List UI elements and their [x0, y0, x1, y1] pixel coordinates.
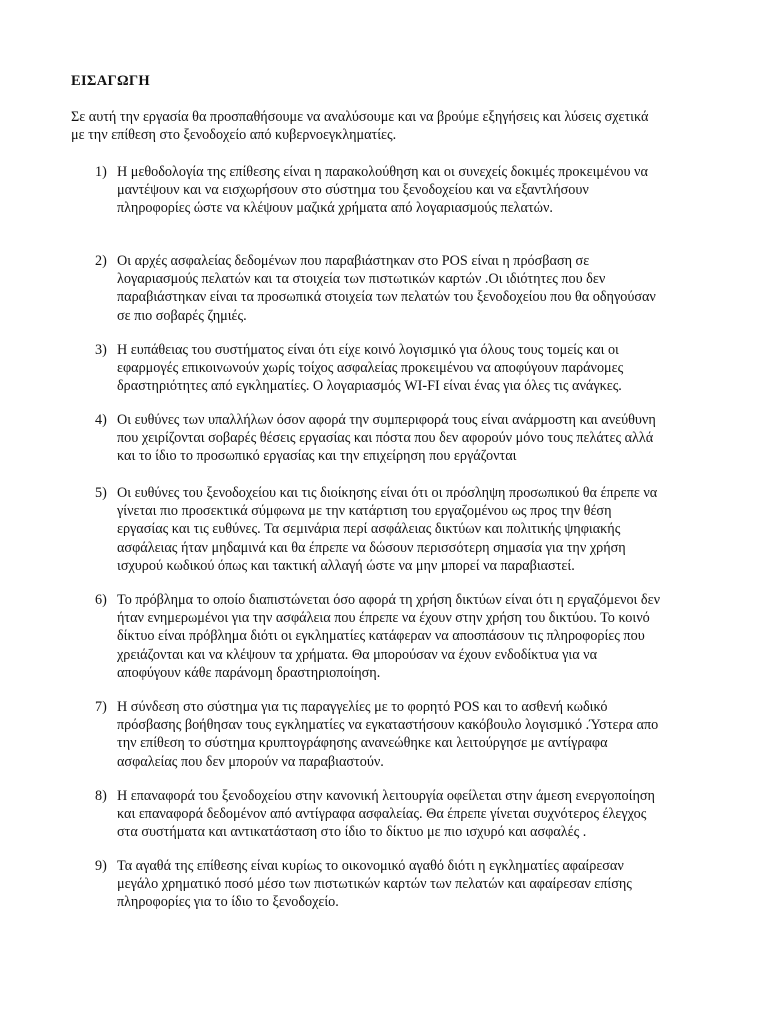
list-item-line: που χειρίζονται σοβαρές θέσεις εργασίας και πόστα που δεν αφορούν μόνο τους πελάτες αλλά — [117, 430, 654, 447]
list-item-text — [117, 857, 700, 912]
list-item-number: 3) — [95, 342, 107, 358]
list-item-line: ασφαλείας που δεν μπορούν να παραβιαστούν. — [117, 753, 384, 770]
list-item-line: δραστηριότητες από εγκληματίες. Ο λογαριασμός WI-FI είναι ένας για όλες τις ανάγκες. — [117, 378, 622, 395]
list-item-number: 5) — [95, 485, 107, 501]
list-item — [95, 252, 700, 325]
list-item-line: μεγάλο χρηματικό ποσό μέσο των πιστωτικών καρτών των πελατών και αφαίρεσαν επίσης — [117, 876, 632, 893]
list-item — [95, 857, 700, 912]
list-item — [95, 698, 700, 771]
list-item-line: Τα αγαθά της επίθεσης είναι κυρίως το οικονομικό αγαθό διότι η εγκληματίες αφαίρεσαν — [117, 858, 624, 874]
list-item-line: στα συστήματα και αντικατάσταση στο ίδιο το δίκτυο με πιο ισχυρό και ασφαλές . — [117, 824, 587, 841]
list-item-text — [117, 787, 700, 842]
list-item-text — [117, 591, 700, 682]
list-item-line: Η μεθοδολογία της επίθεσης είναι η παρακολούθηση και οι συνεχείς δοκιμές προκειμένου να — [117, 164, 648, 180]
list-item-line: την επίθεση το σύστημα κρυπτογράφησης ανανεώθηκε και λειτούργησε με αντίγραφα — [117, 735, 608, 752]
list-item-line: πρόσβασης βοήθησαν τους εγκληματίες να εγκαταστήσουν κακόβουλο λογισμικό .Ύστερα απο — [117, 717, 659, 734]
list-item-line: πληροφορίες ώστε να κλέψουν μαζικά χρήματα από λογαριασμούς πελατών. — [117, 200, 553, 217]
list-item-text — [117, 698, 700, 771]
list-item-line: και επαναφορά δεδομένον από αντίγραφα ασφαλείας. Θα έπρεπε γίνεται συχνότερος έλεγχος — [117, 806, 647, 823]
list-item-line: και το ίδιο το προσωπικό εργασίας και την επιχείρηση που εργάζονται — [117, 448, 517, 465]
list-item-number: 2) — [95, 253, 107, 269]
list-item-line: εργασίας και τις ευθύνες. Τα σεμινάρια περί ασφάλειας δικτύων και πολιτικής ψηφιακής — [117, 521, 621, 538]
list-item-text — [117, 341, 700, 396]
intro-line: με την επίθεση στο ξενοδοχείο από κυβερνοεγκληματίες. — [71, 127, 397, 144]
list-item-line: λογαριασμούς πελατών και τα στοιχεία των πιστωτικών καρτών .Οι ιδιότητες που δεν — [117, 271, 606, 288]
list-item — [95, 591, 700, 682]
list-item-number: 9) — [95, 858, 107, 874]
list-item-line: Οι ευθύνες των υπαλλήλων όσον αφορά την συμπεριφορά τους είναι ανάρμοστη και ανεύθυνη — [117, 412, 656, 428]
intro-line: Σε αυτή την εργασία θα προσπαθήσουμε να αναλύσουμε και να βρούμε εξηγήσεις και λύσεις σχετικά — [71, 109, 649, 125]
intro-paragraph — [71, 108, 696, 144]
list-item-line: ήταν ενημερωμένοι για την ασφάλεια που έπρεπε να έχουν στην χρήση του δικτύου. Το κοινό — [117, 610, 650, 627]
list-item-line: Η επαναφορά του ξενοδοχείου στην κανονική λειτουργία οφείλεται στην άμεση ενεργοποίηση — [117, 788, 655, 804]
list-item-number: 4) — [95, 412, 107, 428]
list-item-line: πληροφορίες για το ίδιο το ξενοδοχείο. — [117, 894, 339, 911]
list-item-line: σε πιο σοβαρές ζημιές. — [117, 307, 247, 324]
list-item-line: παραβιάστηκαν είναι τα προσωπικά στοιχεία των πελατών του ξενοδοχείου που θα οδηγούσαν — [117, 289, 656, 306]
list-item-line: δίκτυο είναι πρόβλημα διότι οι εγκληματίες κατάφεραν να αποσπάσουν τις πληροφορίες που — [117, 628, 645, 645]
list-item-text — [117, 411, 700, 466]
list-item-line: ισχυρού κωδικού όπως και τακτική αλλαγή ώστε να μην μπορεί να παραβιαστεί. — [117, 557, 575, 574]
list-item-line: Η σύνδεση στο σύστημα για τις παραγγελίες με το φορητό POS και το ασθενή κωδικό — [117, 699, 608, 715]
list-item-number: 8) — [95, 788, 107, 804]
list-item-line: Η ευπάθειας του συστήματος είναι ότι είχε κοινό λογισμικό για όλους τους τομείς και οι — [117, 342, 619, 358]
list-item-line: Οι ευθύνες του ξενοδοχείου και τις διοίκησης είναι ότι οι πρόσληψη προσωπικού θα έπρεπε να — [117, 485, 658, 501]
list-item — [95, 484, 700, 575]
list-item — [95, 341, 700, 396]
list-item-number: 6) — [95, 592, 107, 608]
list-item — [95, 787, 700, 842]
list-item-text — [117, 484, 700, 575]
list-item-text — [117, 252, 700, 325]
list-item-line: μαντέψουν και να εισχωρήσουν στο σύστημα του ξενοδοχείου και να εξαντλήσουν — [117, 182, 589, 199]
document-heading: ΕΙΣΑΓΩΓΗ — [71, 73, 151, 89]
list-item — [95, 411, 700, 466]
list-item-line: ασφάλειας ήταν μηδαμινά και θα έπρεπε να δώσουν περισσότερη σημασία για την χρήση — [117, 539, 626, 556]
list-item-number: 7) — [95, 699, 107, 715]
list-item-line: γίνεται πιο προσεκτικά σύμφωνα με την κατάρτιση του εργαζομένου ως προς την θέση — [117, 503, 612, 520]
list-item-line: Οι αρχές ασφαλείας δεδομένων που παραβιάστηκαν στο POS είναι η πρόσβαση σε — [117, 253, 590, 269]
list-item — [95, 163, 700, 218]
list-item-text — [117, 163, 700, 218]
list-item-line: Το πρόβλημα το οποίο διαπιστώνεται όσο αφορά τη χρήση δικτύων είναι ότι η εργαζόμενοι δεν — [117, 592, 660, 608]
list-item-number: 1) — [95, 164, 107, 180]
list-item-line: χρειάζονται και να κλέψουν τα χρήματα. Θα μπορούσαν να έχουν ενδοδίκτυα για να — [117, 646, 598, 663]
list-item-line: εφαρμογές επικοινωνούν χωρίς τοίχος ασφαλείας προκειμένου να αποφύγουν παράνομες — [117, 360, 624, 377]
list-item-line: αποφύγουν κάθε παράνομη δραστηριοποίηση. — [117, 664, 381, 681]
